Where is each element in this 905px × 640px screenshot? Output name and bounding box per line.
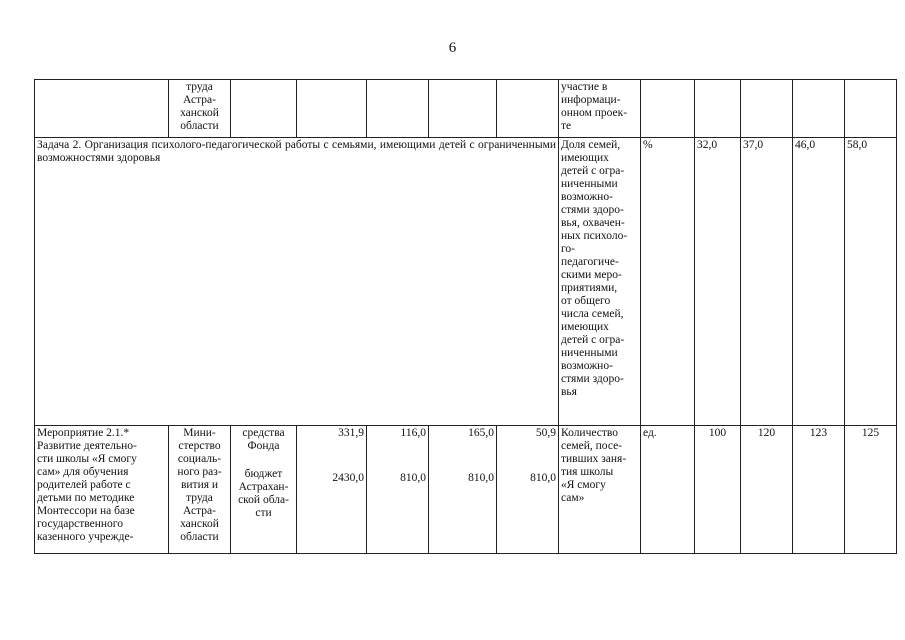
cell-indicator: участие в информаци- онном проек- те <box>559 80 641 138</box>
measure21-fund-y3: 50,9 <box>535 427 556 439</box>
cell-year2 <box>429 80 497 138</box>
measure21-source-fund: средства Фонда <box>242 427 285 452</box>
measure21-value-1: 100 <box>695 426 741 554</box>
task2-title: Задача 2. Организация психолого-педагогической работы с семьями, имеющими детей с ограниченными возможностями здоровья <box>35 138 559 426</box>
measure21-indicator: Количество семей, посе- тивших заня- тия школы «Я смогу сам» <box>559 426 641 554</box>
task2-indicator: Доля семей, имеющих детей с огра- ниченными возможно- стями здоро- вья, охвачен- ных психоло- го- педагогиче- скими меро- приятиями, от общего числа семей, имеющих детей с огра- ниченными возможно- стями здоро- вья <box>559 138 641 426</box>
task2-value-4: 58,0 <box>845 138 897 426</box>
cell-value-3 <box>793 80 845 138</box>
measure21-value-2: 120 <box>741 426 793 554</box>
cell-unit <box>641 80 695 138</box>
cell-value-1 <box>695 80 741 138</box>
measure21-sources <box>231 426 297 554</box>
measure21-budget-y1: 810,0 <box>400 472 426 484</box>
task2-value-3: 46,0 <box>793 138 845 426</box>
measure21-name: Мероприятие 2.1.* Развитие деятельно- сти школы «Я смогу сам» для обучения родителей работе с детьми по методике Монтессори на базе государственного казенного учрежде- <box>35 426 169 554</box>
measure21-total <box>297 426 367 554</box>
cell-executor: труда Астра- ханской области <box>169 80 231 138</box>
table-row-task2 <box>35 138 897 426</box>
cell-total <box>297 80 367 138</box>
cell-source <box>231 80 297 138</box>
measure21-budget-y3: 810,0 <box>530 472 556 484</box>
measure21-executor: Мини- стерство социаль- ного раз- вития и труда Астра- ханской области <box>169 426 231 554</box>
measure21-year2 <box>429 426 497 554</box>
measure21-fund-y1: 116,0 <box>400 427 426 439</box>
cell-value-4 <box>845 80 897 138</box>
measure21-source-budget: бюджет Астрахан- ской обла- сти <box>238 468 289 519</box>
measure21-year3 <box>497 426 559 554</box>
task2-value-2: 37,0 <box>741 138 793 426</box>
measure21-budget-total: 2430,0 <box>332 472 364 484</box>
measure21-value-4: 125 <box>845 426 897 554</box>
measure21-fund-total: 331,9 <box>338 427 364 439</box>
table-row-measure21 <box>35 426 897 554</box>
measure21-fund-y2: 165,0 <box>468 427 494 439</box>
task2-value-1: 32,0 <box>695 138 741 426</box>
measure21-value-3: 123 <box>793 426 845 554</box>
cell-name <box>35 80 169 138</box>
page-number: 6 <box>448 40 457 56</box>
task2-unit: % <box>641 138 695 426</box>
measure21-unit: ед. <box>641 426 695 554</box>
program-table <box>34 79 897 554</box>
measure21-year1 <box>367 426 429 554</box>
cell-value-2 <box>741 80 793 138</box>
cell-year1 <box>367 80 429 138</box>
table-row <box>35 80 897 138</box>
measure21-budget-y2: 810,0 <box>468 472 494 484</box>
cell-year3 <box>497 80 559 138</box>
